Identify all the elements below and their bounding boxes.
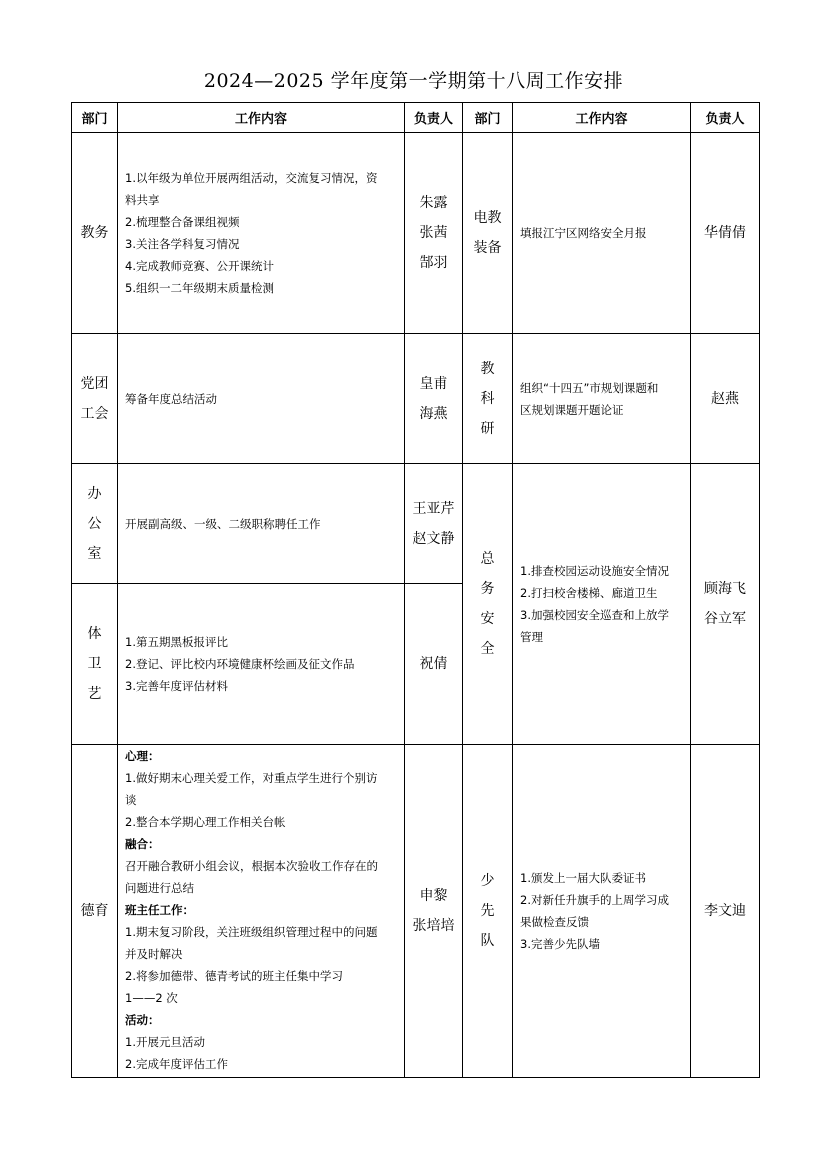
owner-cell-tiweiyi: 祝倩 bbox=[405, 584, 463, 745]
dept-char: 全 bbox=[480, 641, 495, 657]
owner-cell-shaoxiandui: 李文迪 bbox=[691, 745, 760, 1078]
dept-cell-dangtuan bbox=[72, 334, 118, 464]
work-line: 1.做好期末心理关爱工作，对重点学生进行个别访 bbox=[125, 771, 378, 785]
header-dept-right: 部门 bbox=[463, 103, 513, 133]
work-cell-deyu bbox=[118, 745, 405, 1078]
dept-char: 工会 bbox=[80, 405, 109, 422]
work-line: 筹备年度总结活动 bbox=[125, 391, 217, 406]
header-owner-left: 负责人 bbox=[405, 103, 463, 133]
work-line: 管理 bbox=[520, 630, 543, 644]
work-line: 5.组织一二年级期末质量检测 bbox=[125, 281, 274, 295]
owner-cell-deyu bbox=[405, 745, 463, 1078]
owner-cell-jiaokeyan: 赵燕 bbox=[691, 334, 760, 464]
header-owner-right: 负责人 bbox=[691, 103, 760, 133]
work-line: 1.以年级为单位开展两组活动，交流复习情况，资 bbox=[125, 171, 378, 185]
dept-char: 卫 bbox=[87, 656, 102, 672]
work-line: 2.将参加德带、德青考试的班主任集中学习 bbox=[125, 969, 343, 983]
dept-char: 电教 bbox=[473, 210, 502, 226]
work-line: 2.对新任升旗手的上周学习成 bbox=[520, 893, 669, 907]
owner-cell-jiaowu bbox=[405, 133, 463, 334]
work-line: 1——2 次 bbox=[125, 991, 178, 1005]
owner-name: 海燕 bbox=[419, 405, 448, 422]
work-line: 1.第五期黑板报评比 bbox=[125, 635, 228, 649]
dept-cell-jiaokeyan bbox=[463, 334, 513, 464]
work-cell-shaoxiandui bbox=[513, 745, 691, 1078]
dept-char: 队 bbox=[480, 933, 495, 949]
dept-cell-dianjiao bbox=[463, 133, 513, 334]
dept-char: 装备 bbox=[473, 240, 502, 256]
work-cell-tiweiyi bbox=[118, 584, 405, 745]
owner-name: 谷立军 bbox=[704, 611, 746, 627]
dept-char: 艺 bbox=[87, 686, 102, 702]
owner-name: 申黎 bbox=[419, 888, 448, 904]
owner-name: 皇甫 bbox=[419, 375, 448, 392]
table-row bbox=[72, 334, 760, 464]
dept-char: 体 bbox=[87, 626, 102, 642]
schedule-table bbox=[71, 102, 760, 1078]
work-line: 果做检查反馈 bbox=[520, 915, 589, 929]
work-line: 1.排查校园运动设施安全情况 bbox=[520, 564, 669, 578]
owner-name: 张茜 bbox=[419, 225, 448, 241]
dept-cell-tiweiyi bbox=[72, 584, 118, 745]
work-line: 填报江宁区网络安全月报 bbox=[520, 226, 647, 240]
dept-char: 少 bbox=[480, 873, 495, 889]
work-line: 3.加强校园安全巡查和上放学 bbox=[520, 608, 669, 622]
dept-char: 办 bbox=[87, 485, 102, 502]
work-line: 召开融合教研小组会议，根据本次验收工作存在的 bbox=[125, 859, 378, 873]
owner-name: 顾海飞 bbox=[704, 581, 746, 597]
owner-name: 赵文静 bbox=[412, 530, 455, 547]
section-heading-ronghe: 融合： bbox=[125, 837, 160, 851]
dept-cell-shaoxiandui bbox=[463, 745, 513, 1078]
dept-char: 研 bbox=[480, 420, 495, 437]
table-row bbox=[72, 133, 760, 334]
owner-cell-zongwu bbox=[691, 464, 760, 745]
work-line: 2.整合本学期心理工作相关台帐 bbox=[125, 815, 286, 829]
section-heading-xinli: 心理： bbox=[125, 749, 160, 763]
section-heading-banzhuren: 班主任工作： bbox=[125, 903, 194, 917]
owner-name: 张培培 bbox=[412, 918, 455, 934]
work-line: 3.完善年度评估材料 bbox=[125, 679, 228, 693]
work-cell-jiaokeyan bbox=[513, 334, 691, 464]
owner-cell-dianjiao: 华倩倩 bbox=[691, 133, 760, 334]
owner-name: 朱露 bbox=[419, 195, 448, 211]
dept-char: 务 bbox=[480, 581, 495, 597]
work-cell-bangongshi bbox=[118, 464, 405, 584]
work-line: 1.颁发上一届大队委证书 bbox=[520, 871, 646, 885]
dept-char: 党团 bbox=[80, 375, 109, 392]
owner-name: 郜羽 bbox=[419, 255, 448, 271]
table-row bbox=[72, 745, 760, 1078]
dept-cell-bangongshi bbox=[72, 464, 118, 584]
dept-char: 室 bbox=[87, 545, 102, 562]
work-line: 4.完成教师竞赛、公开课统计 bbox=[125, 259, 274, 273]
owner-name: 王亚芹 bbox=[412, 500, 455, 517]
work-line: 3.关注各学科复习情况 bbox=[125, 237, 240, 251]
work-cell-dianjiao bbox=[513, 133, 691, 334]
work-line: 1.开展元旦活动 bbox=[125, 1035, 205, 1049]
work-line: 2.登记、评比校内环境健康杯绘画及征文作品 bbox=[125, 657, 355, 671]
dept-char: 总 bbox=[480, 551, 495, 567]
dept-char: 教 bbox=[480, 360, 495, 377]
work-line: 3.完善少先队墙 bbox=[520, 937, 600, 951]
owner-cell-dangtuan bbox=[405, 334, 463, 464]
work-line: 2.完成年度评估工作 bbox=[125, 1057, 228, 1071]
work-line: 料共享 bbox=[125, 193, 160, 207]
section-heading-huodong: 活动： bbox=[125, 1013, 160, 1027]
work-line: 组织“十四五”市规划课题和 bbox=[520, 380, 659, 395]
dept-cell-deyu: 德育 bbox=[72, 745, 118, 1078]
header-dept-left: 部门 bbox=[72, 103, 118, 133]
header-row bbox=[72, 103, 760, 133]
dept-char: 先 bbox=[480, 903, 495, 919]
work-line: 谈 bbox=[125, 793, 137, 807]
work-line: 2.梳理整合备课组视频 bbox=[125, 215, 240, 229]
work-cell-zongwu bbox=[513, 464, 691, 745]
work-cell-dangtuan bbox=[118, 334, 405, 464]
work-line: 问题进行总结 bbox=[125, 881, 194, 895]
work-line: 1.期末复习阶段，关注班级组织管理过程中的问题 bbox=[125, 925, 378, 939]
page-title: 2024—2025 学年度第一学期第十八周工作安排 bbox=[203, 70, 624, 92]
work-line: 开展副高级、一级、二级职称聘任工作 bbox=[125, 516, 321, 531]
table-row bbox=[72, 464, 760, 584]
owner-cell-bangongshi bbox=[405, 464, 463, 584]
work-cell-jiaowu bbox=[118, 133, 405, 334]
header-work-left: 工作内容 bbox=[118, 103, 405, 133]
dept-char: 安 bbox=[480, 611, 495, 627]
dept-cell-zongwu bbox=[463, 464, 513, 745]
work-line: 2.打扫校舍楼梯、廊道卫生 bbox=[520, 586, 658, 600]
dept-cell-jiaowu: 教务 bbox=[72, 133, 118, 334]
header-work-right: 工作内容 bbox=[513, 103, 691, 133]
dept-char: 公 bbox=[87, 515, 102, 532]
work-line: 并及时解决 bbox=[125, 947, 183, 961]
dept-char: 科 bbox=[480, 390, 495, 407]
work-line: 区规划课题开题论证 bbox=[520, 402, 624, 417]
